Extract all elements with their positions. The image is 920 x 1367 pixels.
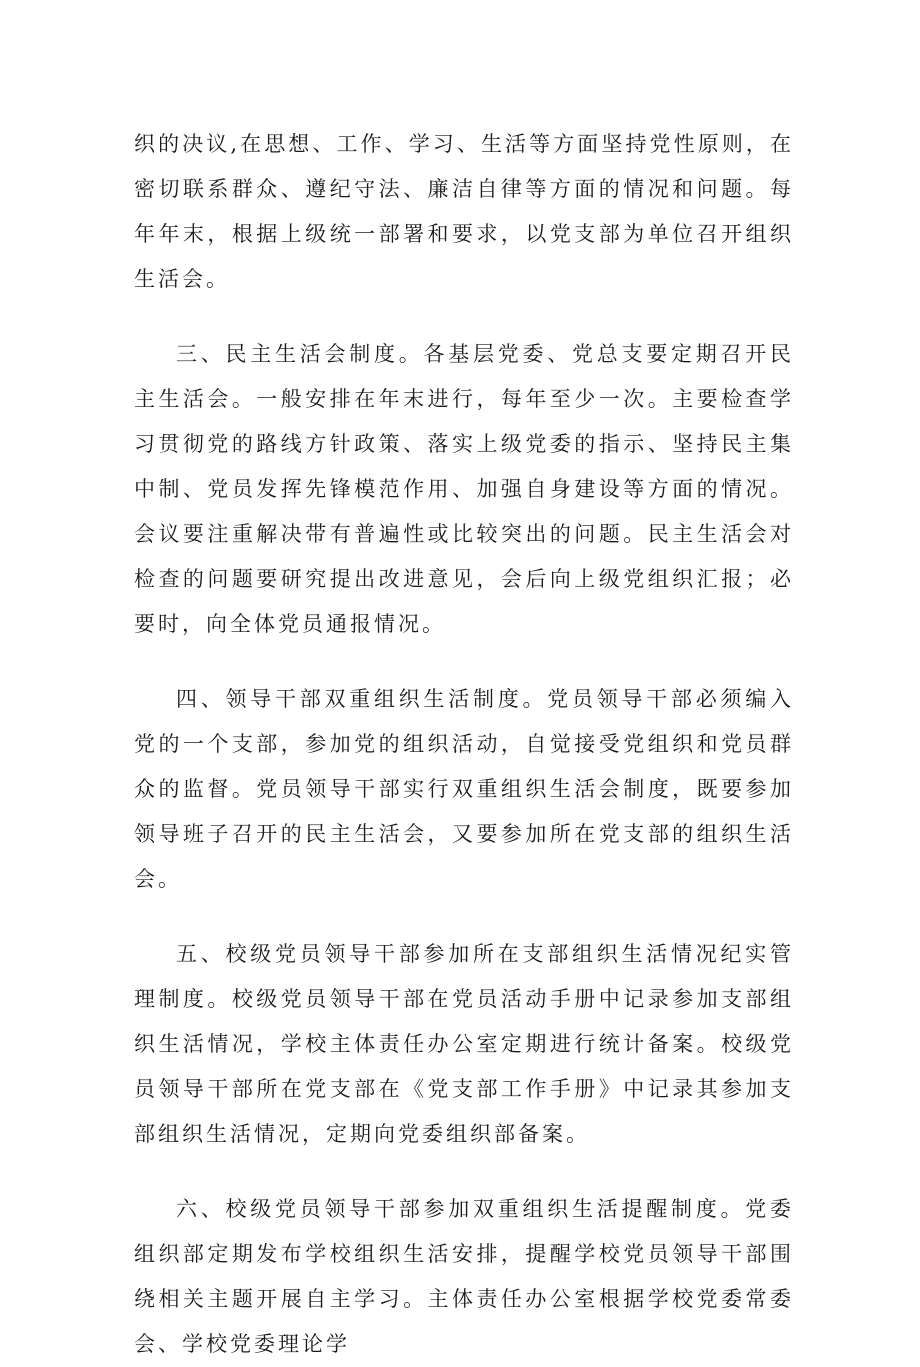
paragraph-continued: 织的决议,在思想、工作、学习、生活等方面坚持党性原则，在密切联系群众、遵纪守法、廉洁自律等方面的情况和问题。每年年末，根据上级统一部署和要求，以党支部为单位召开组织生活会。	[134, 132, 794, 291]
paragraph-section-5-record-management: 五、校级党员领导干部参加所在支部组织生活情况纪实管理制度。校级党员领导干部在党员活动手册中记录参加支部组织生活情况，学校主体责任办公室定期进行统计备案。校级党员领导干部所在党支部在《党支部工作手册》中记录其参加支部组织生活情况，定期向党委组织部备案。	[134, 942, 794, 1146]
paragraph-section-4-dual-organizational-life: 四、领导干部双重组织生活制度。党员领导干部必须编入党的一个支部，参加党的组织活动，自觉接受党组织和党员群众的监督。党员领导干部实行双重组织生活会制度，既要参加领导班子召开的民主生活会，又要参加所在党支部的组织生活会。	[134, 687, 794, 891]
paragraph-section-6-reminder-system: 六、校级党员领导干部参加双重组织生活提醒制度。党委组织部定期发布学校组织生活安排，提醒学校党员领导干部围绕相关主题开展自主学习。主体责任办公室根据学校党委常委会、学校党委理论学	[134, 1197, 794, 1356]
document-body	[134, 122, 794, 1367]
paragraph-section-3-democratic-life-meeting: 三、民主生活会制度。各基层党委、党总支要定期召开民主生活会。一般安排在年末进行，每年至少一次。主要检查学习贯彻党的路线方针政策、落实上级党委的指示、坚持民主集中制、党员发挥先锋模范作用、加强自身建设等方面的情况。会议要注重解决带有普遍性或比较突出的问题。民主生活会对检查的问题要研究提出改进意见，会后向上级党组织汇报；必要时，向全体党员通报情况。	[134, 342, 794, 636]
